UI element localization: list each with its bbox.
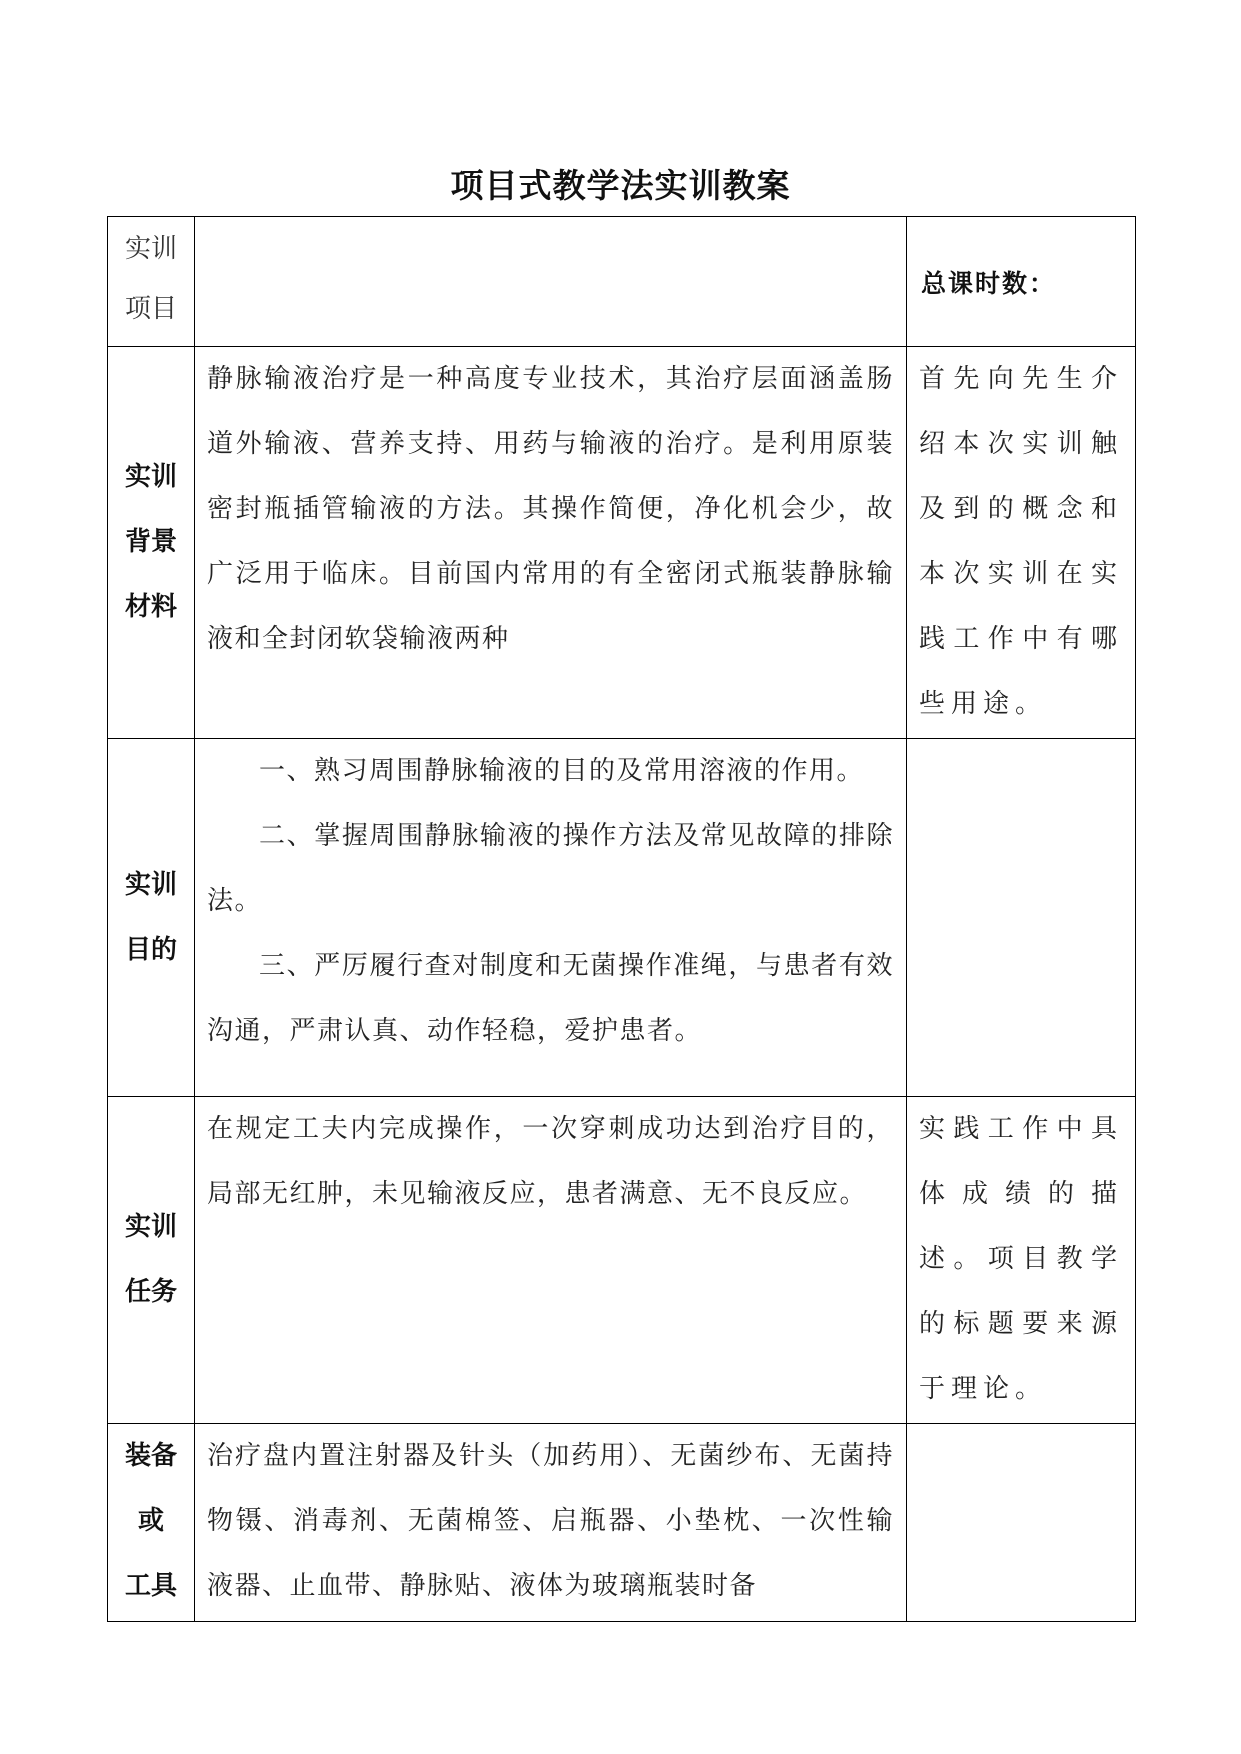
- equipment-text: 治疗盘内置注射器及针头（加药用）、无菌纱布、无菌持物镊、消毒剂、无菌棉签、启瓶器、小垫枕、一次性输液器、止血带、静脉贴、液体为玻璃瓶装时备: [207, 1441, 894, 1601]
- row-background: [108, 347, 1136, 739]
- label-background: 实训 背景 材料: [108, 347, 195, 739]
- total-hours-label: 总课时数：: [907, 217, 1136, 347]
- task-text: 在规定工夫内完成操作，一次穿刺成功达到治疗目的，局部无红肿，未见输液反应，患者满意、无不良反应。: [207, 1114, 894, 1209]
- label-equipment: 装备 或 工具: [108, 1424, 195, 1622]
- row-purpose: [108, 739, 1136, 1097]
- lesson-plan-table: [107, 216, 1136, 1622]
- content-equipment: [195, 1424, 907, 1622]
- note-task: 实践工作中具体成绩的描述。项目教学的标题要来源于理论。: [907, 1097, 1136, 1424]
- content-project: [195, 217, 907, 347]
- note-equipment: [907, 1424, 1136, 1622]
- row-task: [108, 1097, 1136, 1424]
- row-equipment: [108, 1424, 1136, 1622]
- purpose-item-3: 三、严厉履行查对制度和无菌操作准绳，与患者有效沟通，严肃认真、动作轻稳，爱护患者。: [207, 951, 894, 1046]
- label-task: 实训 任务: [108, 1097, 195, 1424]
- content-task: [195, 1097, 907, 1424]
- page-title: 项目式教学法实训教案: [450, 166, 791, 205]
- row-project: [108, 217, 1136, 347]
- label-purpose: 实训 目的: [108, 739, 195, 1097]
- label-project: 实训 项目: [108, 217, 195, 347]
- content-purpose: [195, 739, 907, 1097]
- note-purpose: [907, 739, 1136, 1097]
- background-text: 静脉输液治疗是一种高度专业技术，其治疗层面涵盖肠道外输液、营养支持、用药与输液的治疗。是利用原装密封瓶插管输液的方法。其操作简便，净化机会少，故广泛用于临床。目前国内常用的有全密闭式瓶装静脉输液和全封闭软袋输液两种: [207, 364, 894, 654]
- content-background: [195, 347, 907, 739]
- purpose-item-1: 一、熟习周围静脉输液的目的及常用溶液的作用。: [259, 756, 865, 786]
- note-background: 首先向先生介绍本次实训触及到的概念和本次实训在实践工作中有哪些用途。: [907, 347, 1136, 739]
- purpose-item-2: 二、掌握周围静脉输液的操作方法及常见故障的排除法。: [207, 821, 894, 916]
